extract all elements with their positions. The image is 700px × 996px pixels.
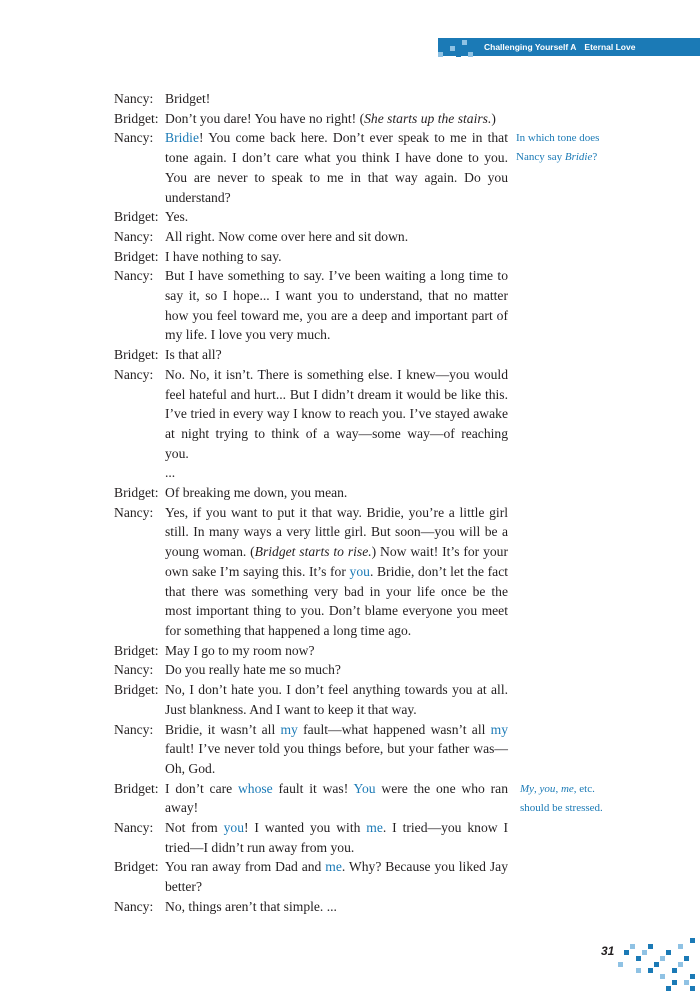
dialogue-line [114,720,508,779]
dialogue-line [114,109,508,129]
line-text: Don’t you dare! You have no right! (She starts up the stairs.) [165,110,496,126]
speaker: Nancy: [114,721,154,737]
running-header [484,38,635,56]
speaker: Bridget: [114,209,159,225]
speaker: Nancy: [114,130,154,146]
speaker: Bridget: [114,347,159,363]
dialogue-line [114,89,508,109]
highlighted-word: you [223,820,244,836]
highlighted-word: my [280,721,298,737]
speaker: Nancy: [114,662,154,678]
speaker: Nancy: [114,268,154,284]
line-text: No. No, it isn’t. There is something else. I knew—you would feel hateful and hurt... But I didn’t dream it would be like this. I’ve tried in every way I know to reach you. I’ve stayed awake at night trying to think of a way—some way—of reaching you. ... [165,366,508,481]
dialogue-line [114,857,508,896]
line-text: You ran away from Dad and me. Why? Because you liked Jay better? [165,859,508,895]
highlighted-word: me [366,820,383,836]
highlighted-word: me [325,859,342,875]
line-text: Not from you! I wanted you with me. I tried—you know I tried—I didn’t run away from you. [165,820,508,855]
line-text: May I go to my room now? [165,642,315,658]
dialogue-line [114,818,508,857]
dialogue-line [114,779,508,818]
dialogue-line [114,247,508,267]
dialogue-line [114,660,508,680]
stage-direction: Bridget starts to rise. [254,544,372,560]
speaker: Bridget: [114,682,159,698]
play-dialogue [114,89,508,917]
speaker: Bridget: [114,110,159,126]
speaker: Bridget: [114,780,159,796]
dialogue-line [114,345,508,365]
dialogue-line [114,680,508,719]
highlighted-word: whose [237,780,273,796]
header-title: Eternal Love [584,42,636,52]
line-text: No, things aren’t that simple. ... [165,898,337,914]
speaker: Nancy: [114,228,154,244]
line-text: Bridie, it wasn’t all my fault—what happened wasn’t all my fault! I’ve never told you things before, but your father was—Oh, God. [165,721,509,776]
line-text: Bridie! You come back here. Don’t ever speak to me in that tone again. I don’t care what you think I have done to you. You are never to speak to me in that way again. Do you understand? [165,130,508,205]
highlighted-word: You [353,780,376,796]
line-text: Is that all? [165,347,222,363]
line-text: Of breaking me down, you mean. [165,485,348,501]
dialogue-line [114,503,508,641]
highlighted-word: my [490,721,509,737]
dialogue-line [114,227,508,247]
line-text: Bridget! [165,91,211,106]
line-text: Yes. [165,209,189,225]
speaker: Nancy: [114,366,154,382]
page-number: 31 [601,944,615,958]
dialogue-line [114,365,508,483]
dialogue-line [114,483,508,503]
highlighted-word: you [349,563,370,579]
line-text: But I have something to say. I’ve been waiting a long time to say it, so I hope... I want you to understand, that no matter how you feel toward me, you are a deep and important part of my life. I love you very much. [165,268,508,343]
line-text: All right. Now come over here and sit down. [165,228,409,244]
header-section: Challenging Yourself A [484,42,577,52]
speaker: Bridget: [114,248,159,264]
speaker: Bridget: [114,642,159,658]
dialogue-line [114,128,508,207]
dialogue-line [114,641,508,661]
dialogue-line [114,207,508,227]
speaker: Nancy: [114,820,154,836]
highlighted-word: Bridie [165,130,199,146]
dialogue-line [114,897,508,917]
speaker: Nancy: [114,91,154,106]
margin-note-stress: My, you, me, etc. should be stressed. [520,783,603,814]
speaker: Bridget: [114,485,159,501]
margin-note-tone: In which tone does Nancy say Bridie? [516,132,600,163]
line-text: Yes, if you want to put it that way. Bridie, you’re a little girl still. In many ways a very little girl. But soon—you will be a young woman. (Bridget starts to rise.) Now wait! It’s for your own sake I’m saying this. It’s for you. Bridie, don’t let the fact that there was something very bad in your life once be the most important thing to you. Don’t blame everyone you meet for something that happened a long time ago. [165,504,509,638]
speaker: Nancy: [114,504,154,520]
stage-direction: She starts up the stairs. [364,110,492,126]
line-text: I have nothing to say. [165,248,282,264]
speaker: Nancy: [114,898,154,914]
dialogue-line [114,266,508,345]
line-text: I don’t care whose fault it was! You were the one who ran away! [165,780,508,816]
speaker: Bridget: [114,859,159,875]
line-text: No, I don’t hate you. I don’t feel anything towards you at all. Just blankness. And I want to keep it that way. [165,682,508,717]
line-text: Do you really hate me so much? [165,662,341,678]
